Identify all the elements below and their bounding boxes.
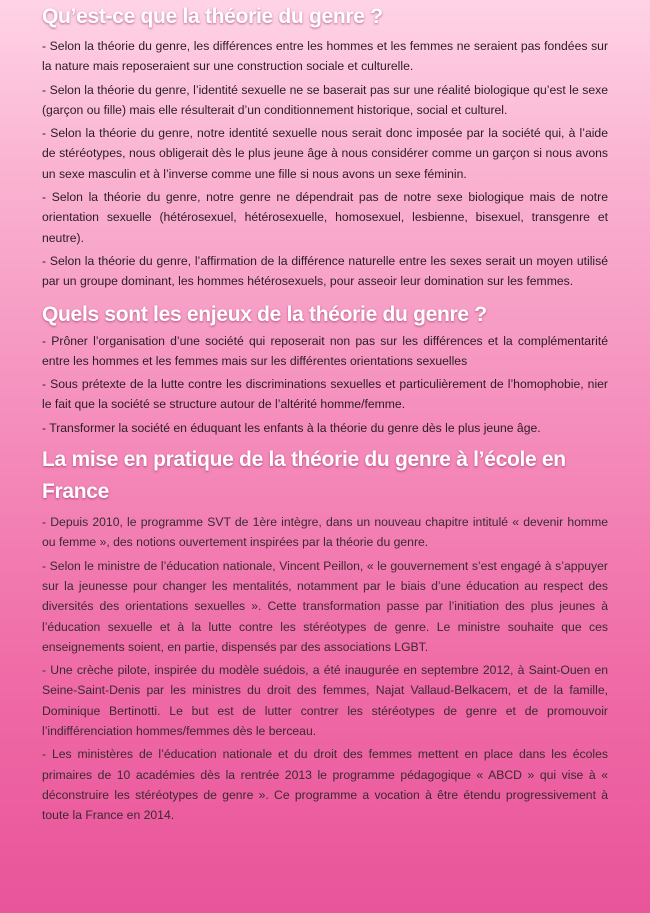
- paragraph: - Sous prétexte de la lutte contre les discriminations sexuelles et particulièrement de l’homophobie, nier le fait que la société se structure autour de l’altérité homme/femme.: [42, 377, 608, 412]
- paragraph: - Selon la théorie du genre, notre identité sexuelle nous serait donc imposée par la société qui, à l’aide de stéréotypes, nous obligerait dès le plus jeune âge à nous considérer comme un garçon si nous avons un sexe masculin et à l’inverse comme une fille si nous avons un sexe féminin.: [42, 126, 608, 181]
- paragraph: - Les ministères de l’éducation nationale et du droit des femmes mettent en place dans les écoles primaires de 10 académies dès la rentrée 2013 le programme pédagogique « ABCD » qui vise à « déconstruire les stéréotypes de genre ». Ce programme a vocation à être étendu progressivement à toute la France en 2014.: [42, 747, 608, 823]
- heading-quest-ce-que: Qu’est-ce que la théorie du genre ?: [42, 5, 383, 28]
- paragraph: - Depuis 2010, le programme SVT de 1ère intègre, dans un nouveau chapitre intitulé « devenir homme ou femme », des notions ouvertement inspirées par la théorie du genre.: [42, 515, 608, 550]
- paragraph: - Selon la théorie du genre, l’affirmation de la différence naturelle entre les sexes serait un moyen utilisé par un groupe dominant, les hommes hétérosexuels, pour asseoir leur domination sur les femmes.: [42, 253, 608, 289]
- section-enjeux: [42, 331, 608, 438]
- section-definition: [42, 36, 608, 292]
- section-mise-en-pratique: [42, 512, 608, 825]
- paragraph: - Selon la théorie du genre, les différences entre les hommes et les femmes ne seraient pas fondées sur la nature mais reposeraient sur une construction sociale et culturelle.: [42, 39, 608, 74]
- paragraph: - Prôner l’organisation d’une société qui reposerait non pas sur les différences et la complémentarité entre les hommes et les femmes mais sur les différentes orientations sexuelles: [42, 333, 608, 368]
- paragraph: - Selon la théorie du genre, l’identité sexuelle ne se baserait pas sur une réalité biologique qu’est le sexe (garçon ou fille) mais elle résulterait d’un conditionnement historique, social et culturel.: [42, 82, 608, 117]
- paragraph: - Selon la théorie du genre, notre genre ne dépendrait pas de notre sexe biologique mais de notre orientation sexuelle (hétérosexuel, hétérosexuelle, homosexuel, lesbienne, bisexuel, transgenre et neutre).: [42, 190, 608, 245]
- heading-enjeux: Quels sont les enjeux de la théorie du genre ?: [42, 302, 487, 326]
- paragraph: - Une crèche pilote, inspirée du modèle suédois, a été inaugurée en septembre 2012, à Saint-Ouen en Seine-Saint-Denis par les ministres du droit des femmes, Najat Vallaud-Belkacem, et de la famille, Dominique Bertinotti. Le but est de lutter contrer les stéréotypes de genre et de promouvoir l’indifférenciation hommes/femmes dès le berceau.: [42, 663, 608, 739]
- heading-mise-en-pratique: La mise en pratique de la théorie du genre à l’école en France: [42, 448, 566, 504]
- paragraph: - Transformer la société en éduquant les enfants à la théorie du genre dès le plus jeune âge.: [42, 420, 541, 435]
- paragraph: - Selon le ministre de l’éducation nationale, Vincent Peillon, « le gouvernement s’est engagé à s’appuyer sur la jeunesse pour changer les mentalités, notamment par le biais d’une éducation au respect des diversités des orientations sexuelles ». Cette transformation passe par l’initiation des plus jeunes à l’éducation sexuelle et à la lutte contre les stéréotypes de genre. Le ministre souhaite que ces enseignements soient, en partie, dispensés par des associations LGBT.: [42, 558, 608, 654]
